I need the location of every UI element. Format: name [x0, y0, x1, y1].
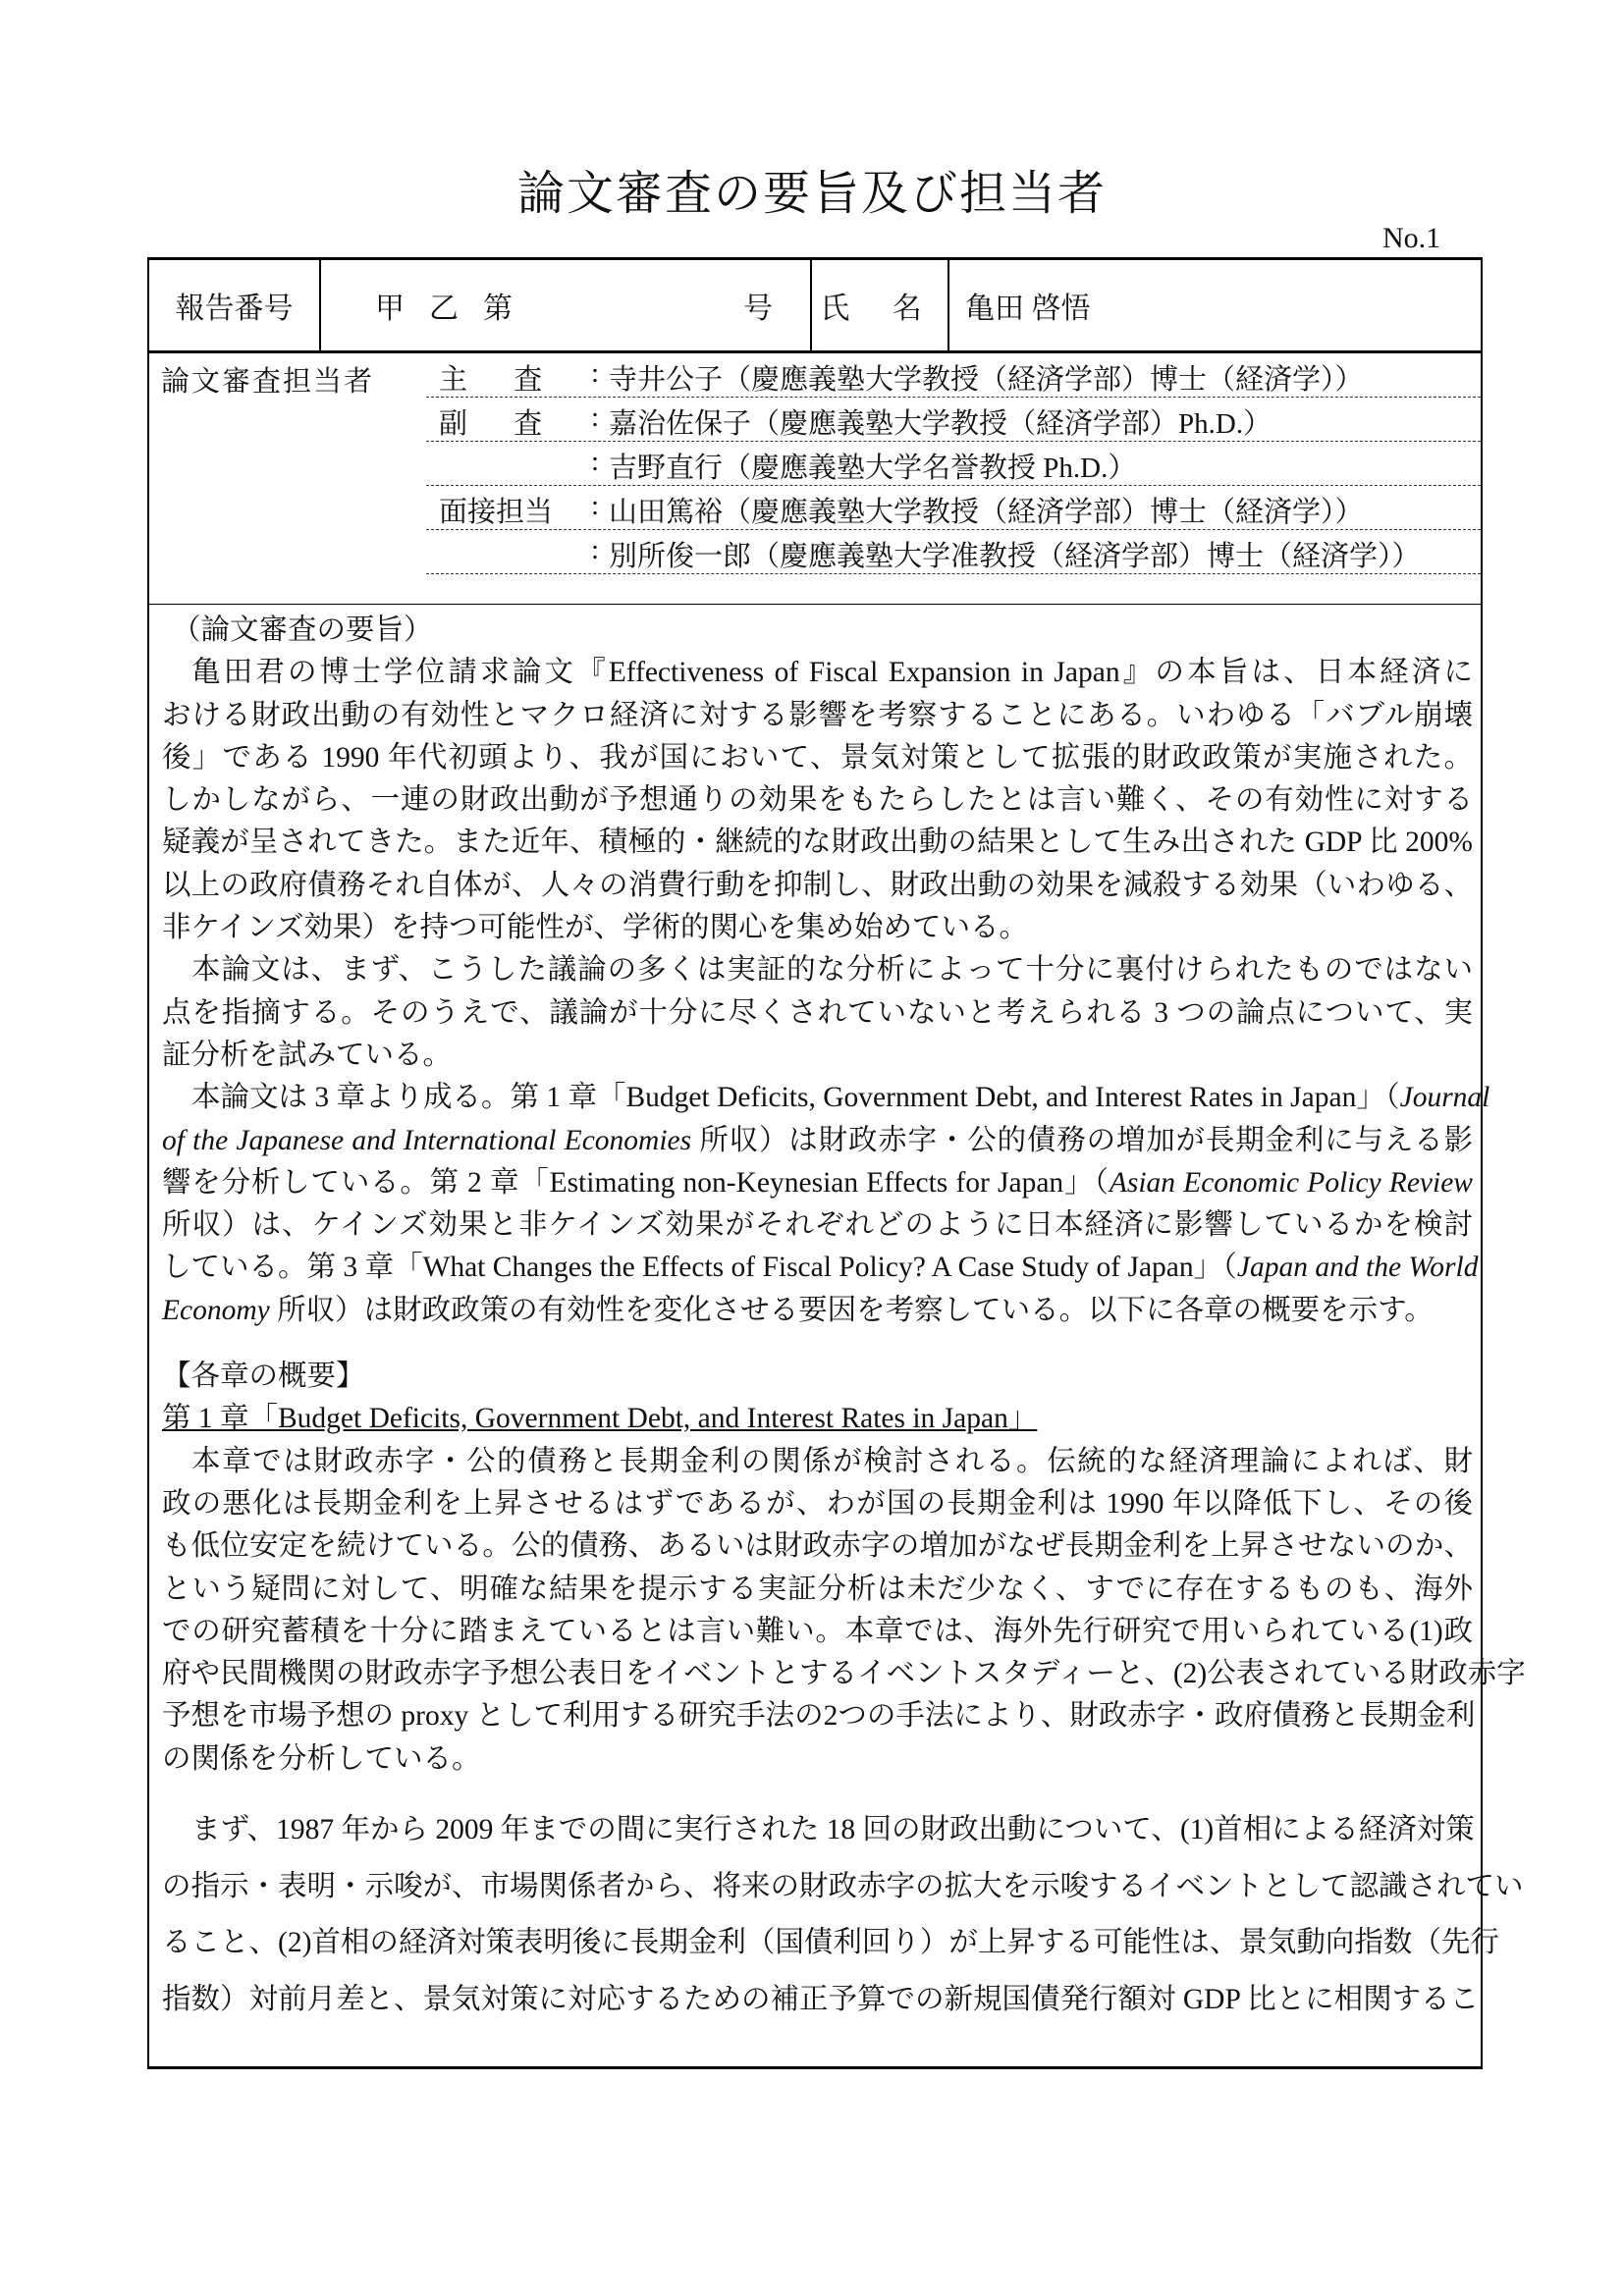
- colon: :: [591, 401, 600, 433]
- review-summary: [162, 610, 1526, 2028]
- text-line: [162, 1972, 1480, 2029]
- journal-title: Journal: [1399, 1082, 1490, 1114]
- report-number-field: [321, 260, 812, 350]
- reviewer-row: [426, 530, 1481, 574]
- text-line: [162, 1204, 1473, 1247]
- text-line: [162, 1247, 1479, 1289]
- reviewer-name: 別所俊一郎（慶應義塾大学准教授（経済学部）博士（経済学））: [609, 541, 1421, 572]
- report-kou: 甲: [375, 293, 405, 325]
- text-segment: 後」である 1990 年代初頭より、我が国において、景気対策として拡張的財政政策が実施された。: [162, 741, 1473, 774]
- chapters-heading: 【各章の概要】: [162, 1361, 365, 1393]
- text-segment: 響を分析している。第 2 章「Estimating non-Keynesian Effects for Japan」（: [162, 1166, 1110, 1199]
- summary-heading: （論文審査の要旨）: [172, 614, 433, 646]
- text-line: [162, 992, 1473, 1035]
- name-value: 亀田 啓悟: [965, 293, 1091, 325]
- text-line: [162, 1120, 1473, 1162]
- text-line: [162, 1441, 1473, 1483]
- journal-title: Asian Economic Policy Review: [1109, 1166, 1473, 1199]
- text-segment: しかしながら、一連の財政出動が予想通りの効果をもたらしたとは言い難く、その有効性に対する: [162, 784, 1473, 817]
- reviewer-role: 面接担当: [439, 497, 554, 528]
- document-title: 論文審査の要旨及び担当者: [516, 168, 1107, 220]
- text-segment: 政の悪化は長期金利を上昇させるはずであるが、わが国の長期金利は 1990 年以降低下し、その後: [162, 1487, 1473, 1520]
- chapter1-title: 第 1 章「Budget Deficits, Government Debt, and Interest Rates in Japan」: [162, 1403, 1038, 1435]
- text-segment: 指数）対前月差と、景気対策に対応するための補正予算での新規国債発行額対 GDP 比とに相関するこ: [162, 1983, 1480, 2015]
- reviewer-role: 主 査: [439, 364, 563, 396]
- reviewer-row: [426, 486, 1481, 530]
- text-segment: している。第 3 章「What Changes the Effects of Fiscal Policy? A Case Study of Japan」（: [162, 1252, 1237, 1284]
- text-line: [162, 907, 1473, 949]
- text-segment: 以上の政府債務それ自体が、人々の消費行動を抑制し、財政出動の効果を減殺する効果（いわゆる、: [162, 869, 1473, 901]
- text-segment: 亀田君の博士学位請求論文『Effectiveness of Fiscal Expansion in Japan』の本旨は、日本経済に: [191, 657, 1473, 689]
- text-segment: の関係を分析している。: [162, 1742, 481, 1775]
- text-line: [162, 1290, 1473, 1332]
- colon: :: [591, 446, 600, 477]
- text-line: [162, 1738, 1473, 1781]
- reviewer-row: [426, 442, 1481, 486]
- reviewers-section: [149, 353, 1481, 605]
- text-segment: 予想を市場予想の proxy として利用する研究手法の2つの手法により、財政赤字・政府債務と長期金利: [162, 1700, 1476, 1733]
- name-label: 氏 名: [812, 260, 949, 350]
- text-line: [162, 949, 1473, 991]
- review-form: [147, 257, 1526, 2069]
- reviewer-name: 山田篤裕（慶應義塾大学教授（経済学部）博士（経済学））: [609, 497, 1364, 528]
- reviewers-label: 論文審査担当者: [161, 366, 375, 398]
- text-segment: まず、1987 年から 2009 年までの間に実行された 18 回の財政出動について、(1)首相による経済対策: [191, 1814, 1475, 1846]
- text-line: [162, 1035, 1473, 1077]
- text-segment: 所収）は、ケインズ効果と非ケインズ効果がそれぞれどのように日本経済に影響しているかを検討: [162, 1209, 1473, 1242]
- text-segment: おける財政出動の有効性とマクロ経済に対する影響を考察することにある。いわゆる「バブル崩壊: [162, 699, 1473, 731]
- report-otsu: 乙: [429, 293, 459, 325]
- text-line: [162, 695, 1473, 737]
- text-line: [162, 822, 1473, 864]
- text-line: [162, 1077, 1490, 1119]
- text-segment: 本論文は、まず、こうした議論の多くは実証的な分析によって十分に裏付けられたものではない: [191, 954, 1473, 987]
- text-segment: 非ケインズ効果）を持つ可能性が、学術的関心を集め始めている。: [162, 912, 1029, 944]
- reviewer-name: 吉野直行（慶應義塾大学名誉教授 Ph.D.）: [609, 453, 1137, 484]
- text-segment: という疑問に対して、明確な結果を提示する実証分析は未だ少なく、すでに存在するものも、海外: [162, 1573, 1473, 1605]
- report-number-label: 報告番号: [149, 260, 321, 350]
- colon: :: [591, 357, 600, 389]
- text-line: [162, 1569, 1473, 1611]
- text-segment: 点を指摘する。そのうえで、議論が十分に尽くされていないと考えられる 3 つの論点について、実: [162, 996, 1473, 1029]
- text-segment: 所収）は財政政策の有効性を変化させる要因を考察している。以下に各章の概要を示す。: [269, 1294, 1434, 1326]
- reviewer-row: [426, 398, 1481, 442]
- text-segment: 疑義が呈されてきた。また近年、積極的・継続的な財政出動の結果として生み出された GDP 比 200%: [162, 827, 1473, 859]
- text-line: [162, 1915, 1499, 1972]
- text-line: [162, 652, 1473, 694]
- text-segment: での研究蓄積を十分に踏まえているとは言い難い。本章では、海外先行研究で用いられている(1)政: [162, 1615, 1473, 1647]
- text-segment: 所収）は財政赤字・公的債務の増加が長期金利に与える影: [691, 1124, 1473, 1156]
- text-line: [162, 1802, 1473, 1859]
- report-dai: 第: [483, 293, 513, 325]
- text-segment: も低位安定を続けている。公的債務、あるいは財政赤字の増加がなぜ長期金利を上昇させないのか、: [162, 1530, 1473, 1563]
- colon: :: [591, 490, 600, 521]
- text-segment: ること、(2)首相の経済対策表明後に長期金利（国債利回り）が上昇する可能性は、景気動向指数（先行: [162, 1927, 1499, 1959]
- text-line: [162, 779, 1473, 822]
- text-segment: 本論文は 3 章より成る。第 1 章「Budget Deficits, Government Debt, and Interest Rates in Japan」（: [191, 1082, 1400, 1114]
- text-line: [162, 1859, 1524, 1916]
- report-gou: 号: [743, 293, 773, 325]
- text-segment: 証分析を試みている。: [162, 1039, 453, 1071]
- text-segment: の指示・表明・示唆が、市場関係者から、将来の財政赤字の拡大を示唆するイベントとして認識されてい: [162, 1870, 1524, 1902]
- text-segment: 本章では財政赤字・公的債務と長期金利の関係が検討される。伝統的な経済理論によれば、財: [191, 1445, 1473, 1477]
- text-segment: 府や民間機関の財政赤字予想公表日をイベントとするイベントスタディーと、(2)公表されている財政赤字: [162, 1658, 1526, 1690]
- text-line: [162, 1611, 1473, 1653]
- header-row: [149, 260, 1481, 353]
- page-number: No.1: [1382, 222, 1441, 254]
- text-line: [162, 737, 1473, 779]
- reviewer-name: 寺井公子（慶應義塾大学教授（経済学部）博士（経済学））: [609, 364, 1364, 396]
- reviewer-name: 嘉治佐保子（慶應義塾大学教授（経済学部）Ph.D.）: [609, 408, 1272, 440]
- journal-title: Economy: [162, 1294, 270, 1326]
- colon: :: [591, 534, 600, 565]
- text-line: [162, 1525, 1473, 1568]
- text-line: [162, 1695, 1476, 1737]
- journal-title: of the Japanese and International Economies: [162, 1124, 692, 1156]
- text-line: [162, 865, 1473, 907]
- text-line: [162, 1162, 1473, 1204]
- text-line: [162, 1653, 1526, 1695]
- reviewer-role: 副 査: [439, 408, 563, 440]
- reviewer-row: [426, 353, 1481, 398]
- text-line: [162, 1483, 1473, 1525]
- journal-title: Japan and the World: [1236, 1252, 1479, 1284]
